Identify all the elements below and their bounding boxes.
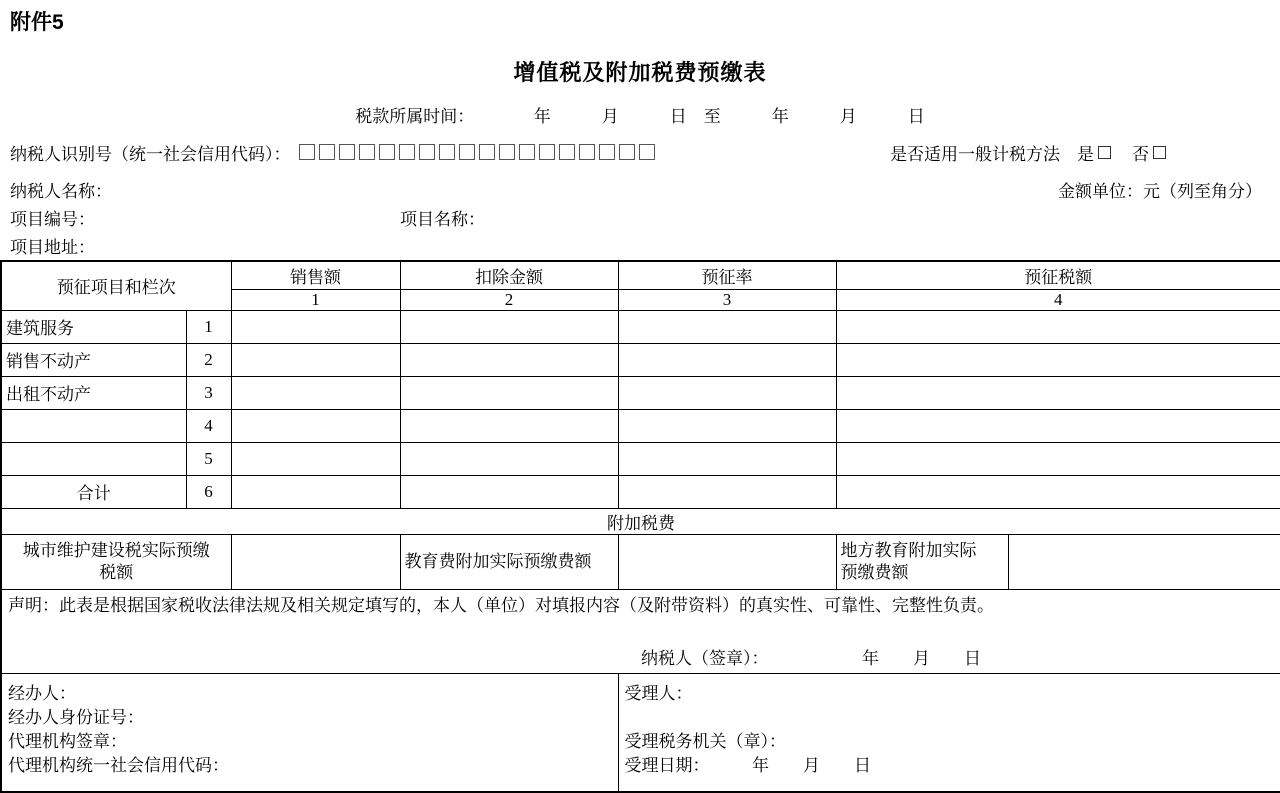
column-header-tax: 预征税额 — [836, 261, 1280, 289]
credit-code-box[interactable] — [399, 144, 415, 160]
yes-label: 是 — [1077, 144, 1094, 164]
cell-sales[interactable] — [231, 442, 400, 475]
column-header-deduction: 扣除金额 — [400, 261, 618, 289]
credit-code-box[interactable] — [419, 144, 435, 160]
row-number: 1 — [186, 310, 231, 343]
project-addr-label: 项目地址： — [10, 237, 95, 257]
cell-rate[interactable] — [618, 376, 836, 409]
credit-code-box[interactable] — [619, 144, 635, 160]
cell-deduction[interactable] — [400, 409, 618, 442]
tax-period-line: 税款所属时间： 年 月 日 至 年 月 日 — [355, 107, 925, 126]
handler-id-label: 经办人身份证号： — [8, 707, 144, 727]
taxpayer-name-line — [10, 178, 1262, 200]
credit-code-box[interactable] — [339, 144, 355, 160]
row-label[interactable] — [1, 409, 186, 442]
cell-rate[interactable] — [618, 343, 836, 376]
header-item-column: 预征项目和栏次 — [1, 261, 231, 310]
cell-tax[interactable] — [836, 409, 1280, 442]
row-number: 5 — [186, 442, 231, 475]
cell-rate[interactable] — [618, 409, 836, 442]
acceptance-cell — [618, 673, 1280, 792]
column-number: 1 — [231, 289, 400, 310]
acceptance-date-label: 受理日期： 年 月 日 — [624, 755, 871, 775]
project-name-label: 项目名称： — [400, 209, 485, 229]
table-row — [1, 409, 1280, 442]
handler-label: 经办人： — [8, 683, 76, 703]
cell-deduction[interactable] — [400, 310, 618, 343]
surtax-label-urban: 城市维护建设税实际预缴税额 — [1, 534, 231, 589]
project-no-label: 项目编号： — [10, 209, 95, 229]
general-method-group — [890, 140, 1170, 165]
cell-local-education-value[interactable] — [1008, 534, 1280, 589]
declaration-cell — [1, 589, 1280, 673]
row-label: 出租不动产 — [1, 376, 186, 409]
form-title: 增值税及附加税费预缴表 — [513, 60, 767, 85]
general-method-label: 是否适用一般计税方法 — [890, 144, 1060, 164]
credit-code-box[interactable] — [439, 144, 455, 160]
column-number: 2 — [400, 289, 618, 310]
row-number: 4 — [186, 409, 231, 442]
amount-unit-label: 金额单位：元（列至角分） — [1058, 181, 1262, 201]
prepayment-table — [0, 260, 1280, 793]
cell-deduction[interactable] — [400, 475, 618, 508]
credit-code-box[interactable] — [479, 144, 495, 160]
cell-sales[interactable] — [231, 376, 400, 409]
surtax-row — [1, 534, 1280, 589]
checkbox-no[interactable] — [1153, 146, 1166, 159]
credit-code-boxes — [299, 144, 659, 160]
project-line — [10, 206, 1270, 228]
checkbox-yes[interactable] — [1098, 146, 1111, 159]
cell-sales[interactable] — [231, 475, 400, 508]
row-label: 建筑服务 — [1, 310, 186, 343]
row-number: 6 — [186, 475, 231, 508]
taxpayer-name-label: 纳税人名称： — [10, 181, 112, 201]
credit-code-box[interactable] — [599, 144, 615, 160]
table-row — [1, 442, 1280, 475]
cell-tax[interactable] — [836, 442, 1280, 475]
cell-rate[interactable] — [618, 475, 836, 508]
surtax-label-education: 教育费附加实际预缴费额 — [400, 534, 618, 589]
table-row — [1, 343, 1280, 376]
credit-code-box[interactable] — [579, 144, 595, 160]
agency-seal-label: 代理机构签章： — [8, 731, 127, 751]
cell-rate[interactable] — [618, 310, 836, 343]
column-number: 4 — [836, 289, 1280, 310]
credit-code-box[interactable] — [499, 144, 515, 160]
column-header-rate: 预征率 — [618, 261, 836, 289]
credit-code-box[interactable] — [519, 144, 535, 160]
cell-rate[interactable] — [618, 442, 836, 475]
credit-code-box[interactable] — [379, 144, 395, 160]
table-row — [1, 376, 1280, 409]
cell-deduction[interactable] — [400, 442, 618, 475]
cell-sales[interactable] — [231, 310, 400, 343]
handler-cell — [1, 673, 618, 792]
row-number: 3 — [186, 376, 231, 409]
taxpayer-signature-line: 纳税人（签章）： 年 月 日 — [641, 648, 981, 668]
cell-education-value[interactable] — [618, 534, 836, 589]
cell-sales[interactable] — [231, 343, 400, 376]
column-header-sales: 销售额 — [231, 261, 400, 289]
project-addr-line — [10, 234, 1270, 256]
no-label: 否 — [1132, 144, 1149, 164]
cell-tax[interactable] — [836, 310, 1280, 343]
row-number: 2 — [186, 343, 231, 376]
table-row-total — [1, 475, 1280, 508]
cell-tax[interactable] — [836, 343, 1280, 376]
credit-code-box[interactable] — [319, 144, 335, 160]
surtax-section-title: 附加税费 — [1, 508, 1280, 534]
row-label[interactable] — [1, 442, 186, 475]
taxpayer-id-line — [10, 140, 1270, 164]
cell-deduction[interactable] — [400, 376, 618, 409]
blank-line — [625, 706, 1275, 730]
cell-urban-tax-value[interactable] — [231, 534, 400, 589]
cell-tax[interactable] — [836, 376, 1280, 409]
credit-code-box[interactable] — [639, 144, 655, 160]
table-row — [1, 310, 1280, 343]
acceptor-label: 受理人： — [624, 683, 693, 703]
declaration-text: 声明：此表是根据国家税收法律法规及相关规定填写的，本人（单位）对填报内容（及附带资料）的真实性、可靠性、完整性负责。 — [8, 595, 994, 615]
row-label-total: 合计 — [1, 475, 186, 508]
agency-code-label: 代理机构统一社会信用代码： — [8, 755, 229, 775]
credit-code-box[interactable] — [539, 144, 555, 160]
row-label: 销售不动产 — [1, 343, 186, 376]
surtax-label-local-education: 地方教育附加实际预缴费额 — [836, 534, 1008, 589]
credit-code-box[interactable] — [299, 144, 315, 160]
cell-sales[interactable] — [231, 409, 400, 442]
taxpayer-id-label: 纳税人识别号（统一社会信用代码）： — [10, 144, 291, 164]
credit-code-box[interactable] — [559, 144, 575, 160]
cell-deduction[interactable] — [400, 343, 618, 376]
column-number: 3 — [618, 289, 836, 310]
cell-tax[interactable] — [836, 475, 1280, 508]
credit-code-box[interactable] — [459, 144, 475, 160]
taxpayer-id-left — [10, 140, 659, 165]
credit-code-box[interactable] — [359, 144, 375, 160]
attachment-label: 附件5 — [10, 11, 64, 34]
tax-authority-label: 受理税务机关（章）： — [624, 731, 786, 751]
